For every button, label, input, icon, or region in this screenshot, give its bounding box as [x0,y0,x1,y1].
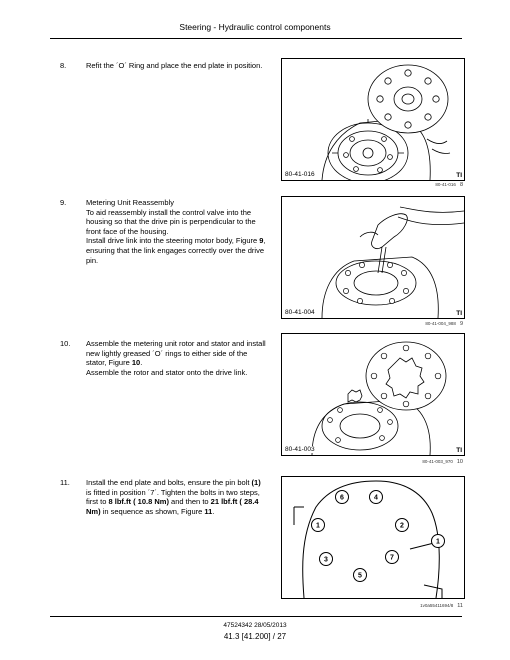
figure-mark: TI [456,447,462,454]
figure-10 [281,333,465,456]
caption-id: 80-41-003_970 [422,459,453,464]
bolt-label: 3 [324,556,328,564]
figure-11 [281,476,465,599]
step-text: Assemble the metering unit rotor and stator and install new lightly greased ´O´ rings to either side of the stator, Figure 10. Assemble the rotor and stator onto the drive link. [86,339,266,377]
figure-caption [281,603,463,609]
bolt-label: 1 [316,522,320,530]
caption-id: 80-41-004_988 [425,321,456,326]
figure-mark: TI [456,310,462,317]
step-text: Refit the ´O´ Ring and place the end plate in position. [86,61,263,70]
figure-caption [281,182,463,188]
document-number: 47524342 28/05/2013 [223,622,287,629]
end-plate-illustration [282,59,464,180]
page-header: Steering - Hydraulic control components [179,22,331,32]
caption-number: 9 [459,321,463,327]
footer-rule [50,616,462,617]
step-number: 11. [60,478,70,487]
bolt-sequence-diagram [282,477,464,598]
callout-label: 1 [436,538,440,546]
figure-tag: 80-41-016 [285,171,315,178]
figure-tag: 80-41-003 [285,446,315,453]
caption-number: 8 [459,182,463,188]
figure-tag: 80-41-004 [285,309,315,316]
figure-8 [281,58,465,181]
figure-9 [281,196,465,319]
caption-number: 11 [457,603,463,609]
step-number: 8. [60,61,67,70]
rotor-stator-illustration [282,334,464,455]
bolt-label: 6 [340,494,344,502]
figure-mark: TI [456,172,462,179]
step-text: Metering Unit Reassembly To aid reassembly install the control valve into the housing so that the drive pin is perpendicular to the front face of the housing. Install drive link into the steering motor body, Figure 9, ensuring that the link engages correctly over the drive pin. [86,198,266,265]
header-rule [50,38,462,39]
step-number: 10. [60,339,71,348]
caption-number: 10 [456,459,463,465]
drive-link-illustration [282,197,464,318]
figure-caption [281,321,463,327]
step-text: Install the end plate and bolts, ensure the pin bolt (1) is fitted in position ´7´. Tighten the bolts in two steps, first to 8 lbf.ft ( 10.8 Nm) and then to 21 lbf.ft ( 28.4 Nm) in sequence as shown, Figure 11. [86,478,261,516]
caption-id: 1v0a55411694/8 [420,603,454,608]
bolt-label: 7 [390,554,394,562]
bolt-label: 5 [358,572,362,580]
page-number: 41.3 [41.200] / 27 [223,632,287,641]
figure-caption [281,459,463,465]
caption-id: 80-41-016 [435,182,456,187]
step-number: 9. [60,198,67,207]
bolt-label: 4 [374,494,378,502]
bolt-label: 2 [400,522,404,530]
